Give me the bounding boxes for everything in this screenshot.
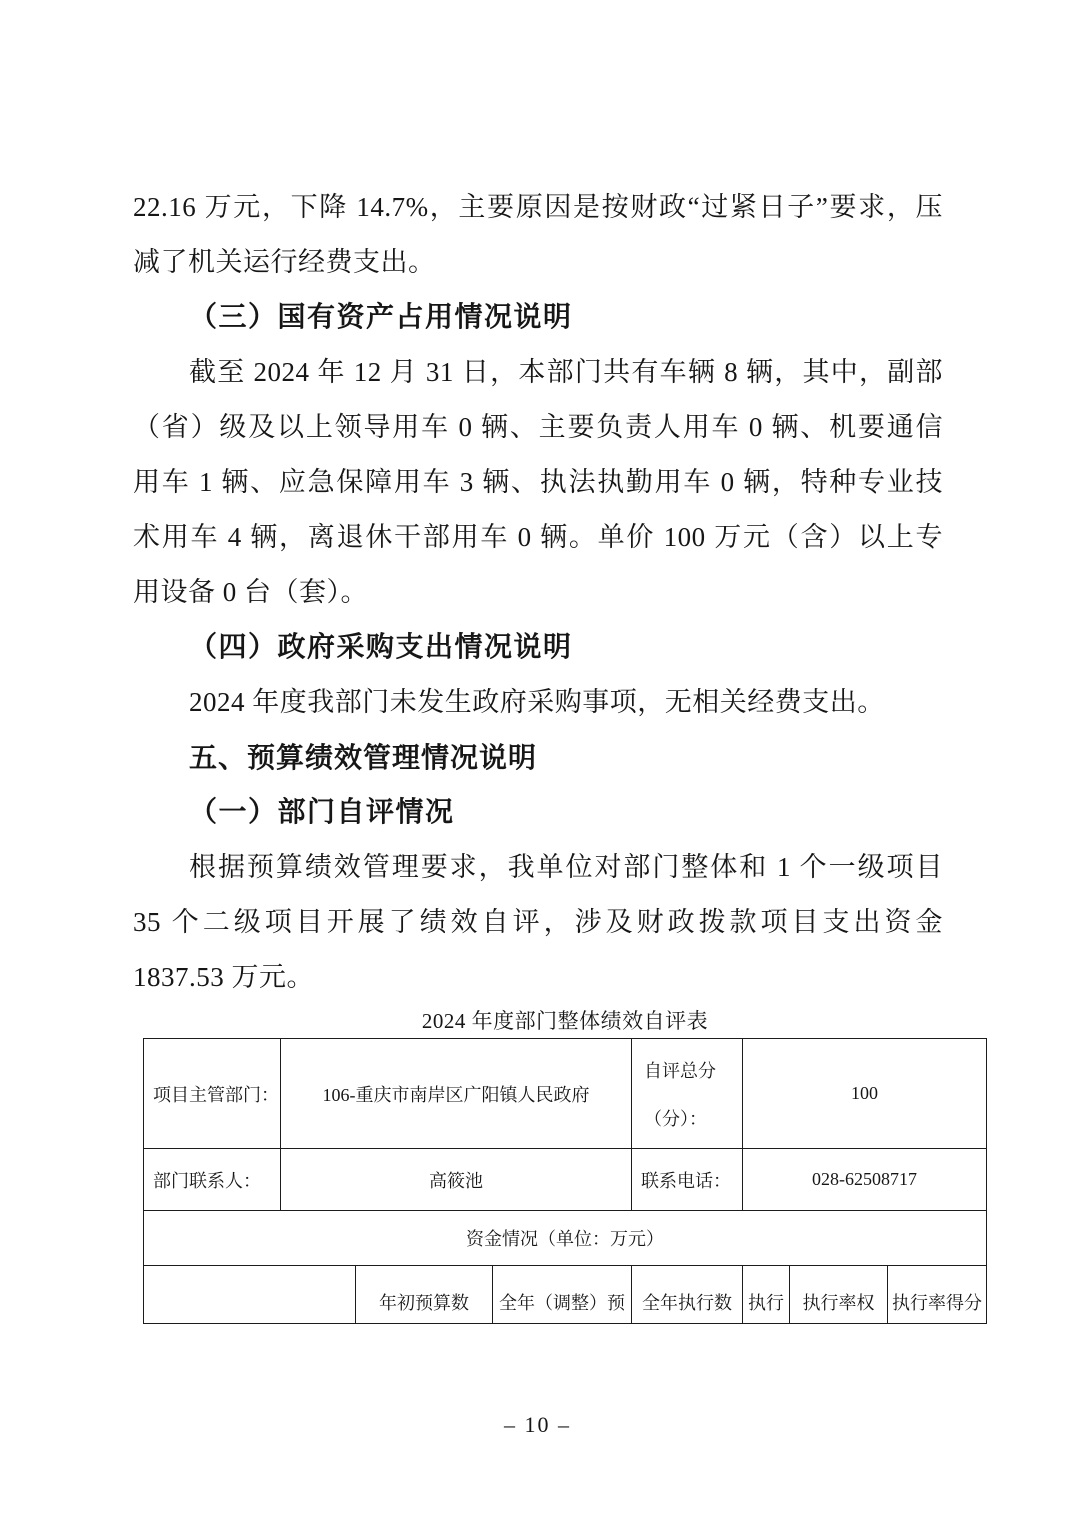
cell-phone-value: 028-62508717 bbox=[812, 1169, 917, 1189]
table-row bbox=[144, 1149, 986, 1211]
cell-score-label-line2: （分）： bbox=[644, 1109, 707, 1129]
subsection-heading: （四）政府采购支出情况说明 bbox=[189, 632, 573, 663]
cell-contact-value: 高筱池 bbox=[281, 1149, 632, 1210]
cell-col-initial-budget: 年初预算数 bbox=[356, 1266, 493, 1323]
body-line: 用车 1 辆、应急保障用车 3 辆、执法执勤用车 0 辆，特种专业技 bbox=[133, 467, 943, 497]
body-line: 术用车 4 辆，离退休干部用车 0 辆。单价 100 万元（含）以上专 bbox=[133, 522, 943, 552]
cell-dept-value: 106-重庆市南岸区广阳镇人民政府 bbox=[281, 1039, 632, 1148]
body-text bbox=[133, 180, 943, 1005]
cell-col-exec-rate-weight: 执行率权 bbox=[790, 1266, 888, 1323]
body-line: 减了机关运行经费支出。 bbox=[133, 247, 436, 277]
cell-score-value: 100 bbox=[851, 1083, 878, 1103]
cell-score-label-line1: 自评总分 bbox=[644, 1061, 716, 1081]
cell-contact-label: 部门联系人： bbox=[144, 1149, 281, 1210]
cell-col-exec-rate-score: 执行率得分 bbox=[892, 1293, 982, 1313]
page-number: – 10 – bbox=[504, 1412, 571, 1437]
body-line: 用设备 0 台（套）。 bbox=[133, 577, 368, 607]
cell-col-executed: 全年执行数 bbox=[632, 1266, 743, 1323]
table-row bbox=[144, 1211, 986, 1266]
cell-score-label bbox=[632, 1039, 743, 1148]
body-line: 2024 年度我部门未发生政府采购事项，无相关经费支出。 bbox=[189, 687, 885, 717]
cell-empty bbox=[144, 1266, 356, 1323]
cell-col-exec-rate: 执行 bbox=[743, 1266, 790, 1323]
table-caption: 2024 年度部门整体绩效自评表 bbox=[421, 1009, 709, 1033]
subsection-heading: （三）国有资产占用情况说明 bbox=[189, 302, 573, 333]
body-line: 截至 2024 年 12 月 31 日，本部门共有车辆 8 辆，其中，副部 bbox=[189, 357, 943, 387]
subsection-heading: （一）部门自评情况 bbox=[189, 797, 455, 828]
cell-dept-label: 项目主管部门： bbox=[144, 1039, 281, 1148]
body-line: 1837.53 万元。 bbox=[133, 962, 314, 992]
body-line: 根据预算绩效管理要求，我单位对部门整体和 1 个一级项目 bbox=[189, 852, 943, 882]
table-row bbox=[144, 1039, 986, 1149]
cell-col-adjusted-budget: 全年（调整）预 bbox=[493, 1266, 632, 1323]
body-line: （省）级及以上领导用车 0 辆、主要负责人用车 0 辆、机要通信 bbox=[133, 412, 943, 442]
cell-funds-header: 资金情况（单位：万元） bbox=[466, 1229, 664, 1249]
cell-phone-label: 联系电话： bbox=[632, 1149, 743, 1210]
section-heading: 五、预算绩效管理情况说明 bbox=[189, 742, 538, 773]
performance-self-eval-table bbox=[143, 1038, 987, 1324]
table-row bbox=[144, 1266, 986, 1323]
body-line: 35 个二级项目开展了绩效自评，涉及财政拨款项目支出资金 bbox=[133, 907, 943, 937]
body-line: 22.16 万元，下降 14.7%，主要原因是按财政“过紧日子”要求，压 bbox=[133, 192, 943, 222]
